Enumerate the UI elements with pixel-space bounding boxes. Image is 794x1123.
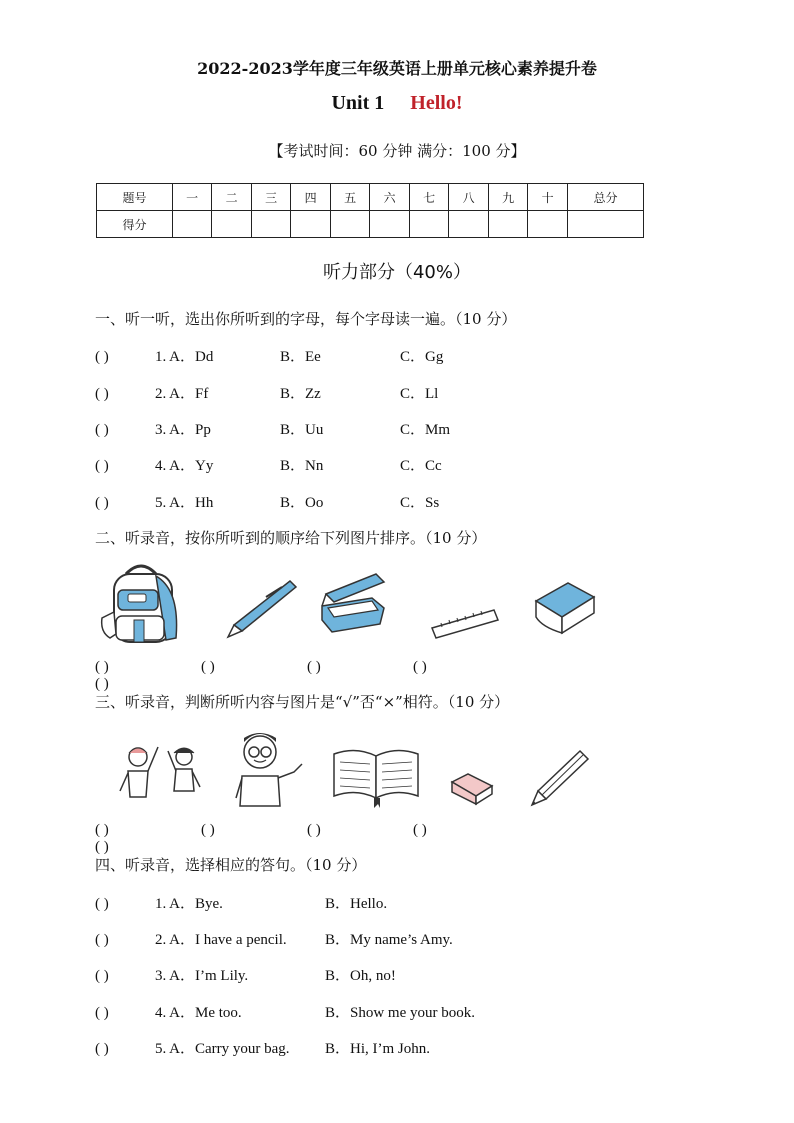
- score-cell: 总分: [567, 184, 643, 211]
- unit-number: Unit 1: [331, 92, 385, 114]
- option-b: B．Ee: [280, 349, 321, 365]
- score-input-cell[interactable]: [370, 211, 410, 238]
- boy-waving-picture: [232, 728, 308, 808]
- answer-paren[interactable]: ( ): [95, 839, 109, 855]
- section1-question-3: [95, 418, 450, 439]
- option-a: 2. A．Ff: [155, 386, 209, 402]
- answer-paren[interactable]: ( ): [95, 932, 109, 948]
- section1-question-1: [95, 345, 443, 366]
- score-input-cell[interactable]: [528, 211, 568, 238]
- answer-paren[interactable]: ( ): [307, 822, 321, 838]
- answer-paren[interactable]: ( ): [413, 659, 427, 675]
- score-row-label: 得分: [97, 211, 173, 238]
- answer-paren[interactable]: ( ): [95, 458, 109, 474]
- score-table: [96, 183, 644, 238]
- score-input-cell[interactable]: [172, 211, 212, 238]
- score-cell: 三: [251, 184, 291, 211]
- unit-title: [0, 92, 794, 115]
- exam-title: 2022-2023学年度三年级英语上册单元核心素养提升卷: [197, 59, 597, 78]
- score-cell: 题号: [97, 184, 173, 211]
- option-b: B．Oh, no!: [325, 968, 396, 984]
- option-a: 5. A．Carry your bag.: [155, 1041, 290, 1057]
- unit-name: Hello!: [410, 92, 463, 114]
- option-c: C．Ll: [400, 386, 439, 402]
- ruler-picture: [430, 606, 502, 640]
- answer-paren[interactable]: ( ): [201, 822, 215, 838]
- option-b: B．My name’s Amy.: [325, 932, 453, 948]
- score-table-header-row: [97, 184, 644, 211]
- section1-question-2: [95, 382, 438, 403]
- score-cell: 五: [330, 184, 370, 211]
- section1-question-4: [95, 454, 442, 475]
- section4-question-5: [95, 1037, 430, 1058]
- score-cell: 八: [449, 184, 489, 211]
- answer-paren[interactable]: ( ): [95, 896, 109, 912]
- option-a: 1. A．Bye.: [155, 896, 223, 912]
- option-a: 4. A．Me too.: [155, 1005, 242, 1021]
- score-input-cell[interactable]: [251, 211, 291, 238]
- option-c: C．Gg: [400, 349, 444, 365]
- section4-question-4: [95, 1001, 475, 1022]
- option-a: 2. A．I have a pencil.: [155, 932, 287, 948]
- option-c: C．Cc: [400, 458, 442, 474]
- children-waving-picture: [116, 737, 208, 807]
- section4-question-3: [95, 964, 396, 985]
- section3-heading: 三、听录音，判断所听内容与图片是“√”否“×”相符。（10 分）: [95, 693, 510, 711]
- option-a: 3. A．I’m Lily.: [155, 968, 249, 984]
- section1-question-5: [95, 491, 439, 512]
- eraser-picture: [446, 768, 500, 808]
- option-b: B．Oo: [280, 495, 324, 511]
- answer-paren[interactable]: ( ): [201, 659, 215, 675]
- score-input-cell[interactable]: [567, 211, 643, 238]
- score-input-cell[interactable]: [291, 211, 331, 238]
- option-c: C．Ss: [400, 495, 440, 511]
- answer-paren[interactable]: ( ): [95, 659, 109, 675]
- answer-paren[interactable]: ( ): [95, 968, 109, 984]
- score-cell: 九: [488, 184, 528, 211]
- pencil-picture: [528, 747, 592, 809]
- score-cell: 十: [528, 184, 568, 211]
- book-picture: [330, 742, 422, 808]
- option-b: B．Hi, I’m John.: [325, 1041, 431, 1057]
- pen-picture: [222, 575, 300, 641]
- listening-section-title: 听力部分（40%）: [322, 262, 471, 283]
- pencil-box-picture: [318, 568, 390, 636]
- answer-paren[interactable]: ( ): [95, 1005, 109, 1021]
- score-input-cell[interactable]: [488, 211, 528, 238]
- section1-heading: 一、听一听，选出你所听到的字母，每个字母读一遍。（10 分）: [95, 310, 517, 328]
- answer-paren[interactable]: ( ): [307, 659, 321, 675]
- option-c: C．Mm: [400, 422, 451, 438]
- option-a: 1. A．Dd: [155, 349, 214, 365]
- score-cell: 六: [370, 184, 410, 211]
- score-input-cell[interactable]: [212, 211, 252, 238]
- score-input-cell[interactable]: [330, 211, 370, 238]
- option-b: B．Hello.: [325, 896, 388, 912]
- score-table-score-row: [97, 211, 644, 238]
- eraser-picture: [528, 575, 600, 637]
- answer-paren[interactable]: ( ): [95, 822, 109, 838]
- section2-answer-row: [95, 659, 615, 693]
- answer-paren[interactable]: ( ): [413, 822, 427, 838]
- section3-answer-row: [95, 822, 615, 856]
- score-cell: 一: [172, 184, 212, 211]
- option-a: 3. A．Pp: [155, 422, 211, 438]
- option-b: B．Nn: [280, 458, 324, 474]
- option-a: 5. A．Hh: [155, 495, 214, 511]
- answer-paren[interactable]: ( ): [95, 422, 109, 438]
- option-b: B．Zz: [280, 386, 321, 402]
- score-cell: 二: [212, 184, 252, 211]
- answer-paren[interactable]: ( ): [95, 1041, 109, 1057]
- section4-question-2: [95, 928, 453, 949]
- option-b: B．Show me your book.: [325, 1005, 476, 1021]
- section4-question-1: [95, 892, 387, 913]
- answer-paren[interactable]: ( ): [95, 386, 109, 402]
- option-b: B．Uu: [280, 422, 324, 438]
- section2-heading: 二、听录音，按你所听到的顺序给下列图片排序。（10 分）: [95, 529, 487, 547]
- section4-heading: 四、听录音，选择相应的答句。（10 分）: [95, 856, 367, 874]
- exam-info: 【考试时间：60 分钟 满分：100 分】: [268, 142, 526, 160]
- score-cell: 四: [291, 184, 331, 211]
- answer-paren[interactable]: ( ): [95, 495, 109, 511]
- score-cell: 七: [409, 184, 449, 211]
- score-input-cell[interactable]: [449, 211, 489, 238]
- backpack-picture: [96, 560, 186, 648]
- option-a: 4. A．Yy: [155, 458, 214, 474]
- answer-paren[interactable]: ( ): [95, 349, 109, 365]
- answer-paren[interactable]: ( ): [95, 676, 109, 692]
- score-input-cell[interactable]: [409, 211, 449, 238]
